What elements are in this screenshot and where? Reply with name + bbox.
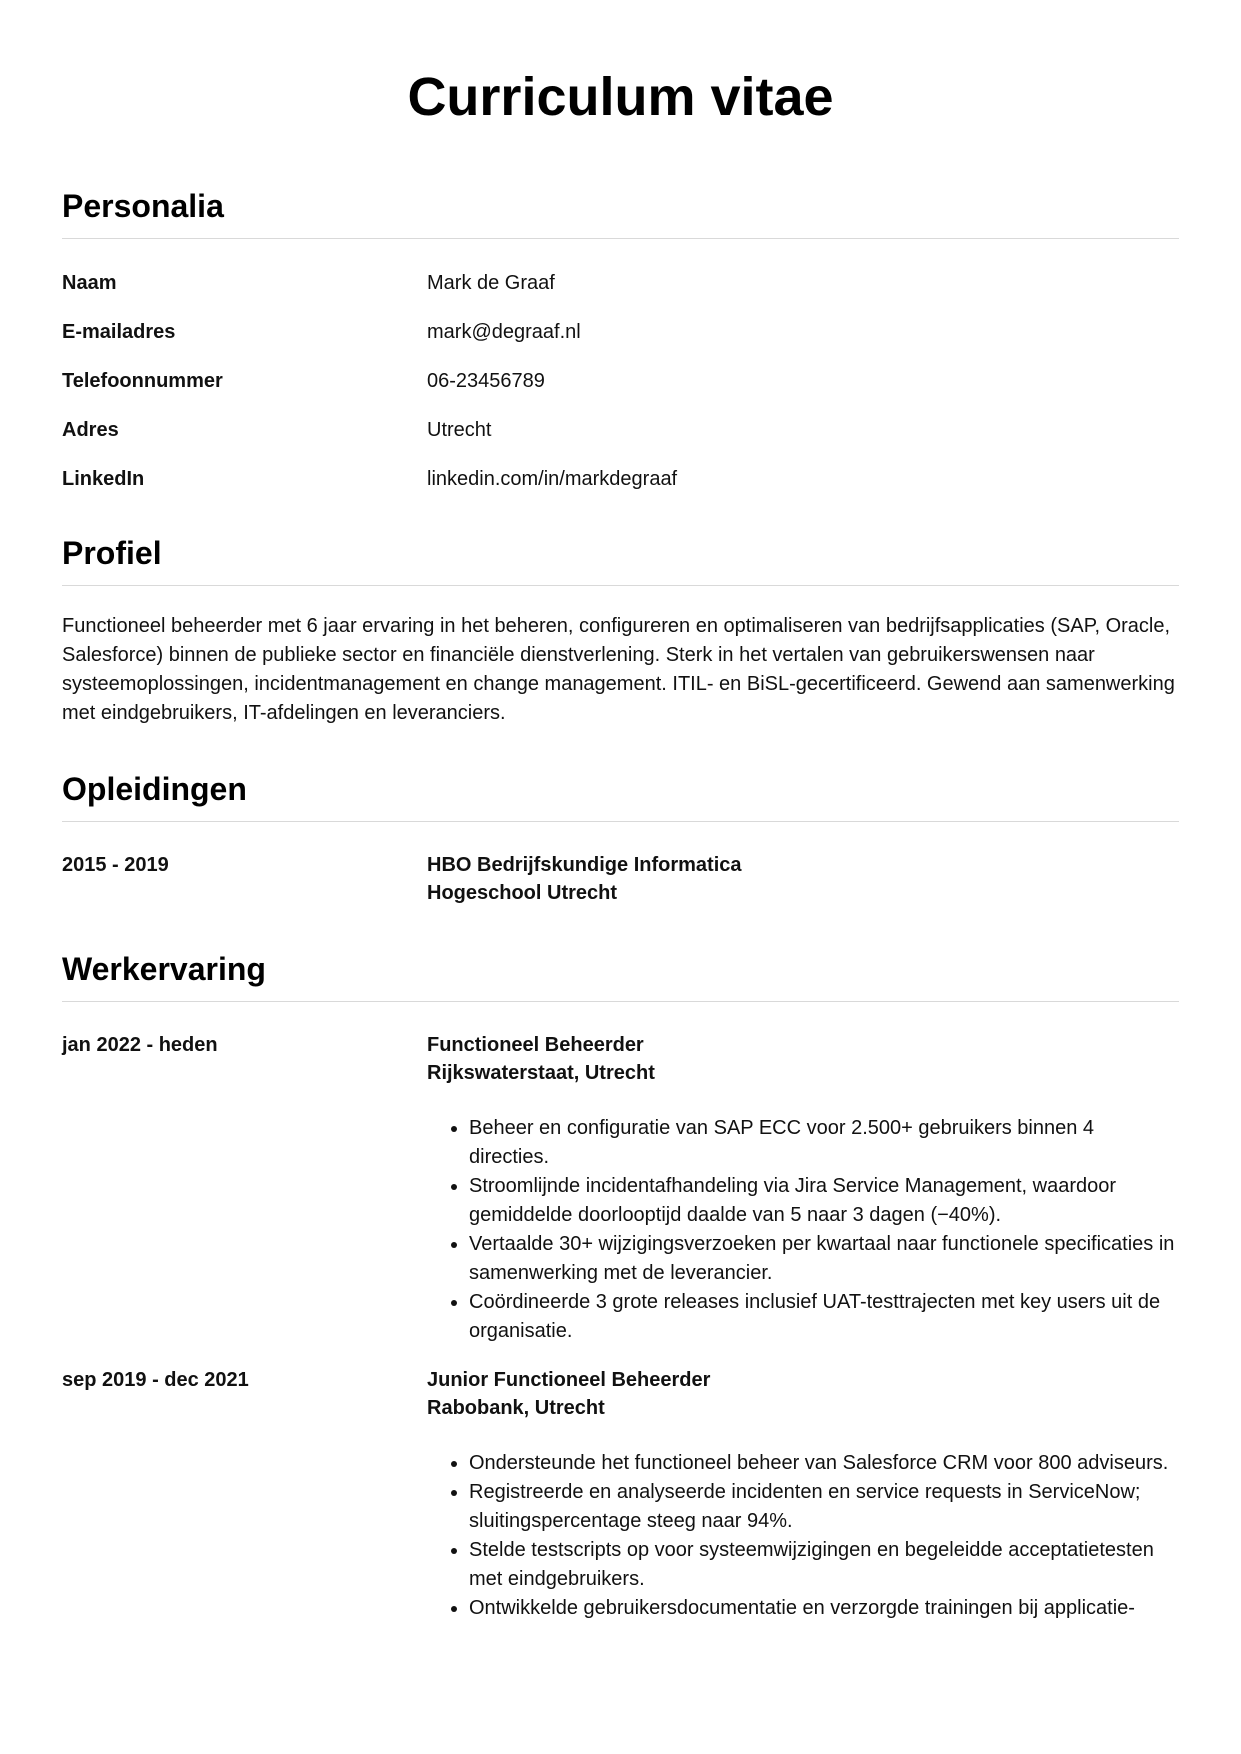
- section-heading-profiel: Profiel: [62, 535, 162, 571]
- field-value: 06-23456789: [427, 370, 545, 392]
- section-divider: [62, 821, 1179, 822]
- education-school: Hogeschool Utrecht: [427, 882, 618, 904]
- section-heading-werkervaring: Werkervaring: [62, 951, 266, 987]
- field-label: LinkedIn: [62, 468, 145, 490]
- work-role: Functioneel Beheerder: [427, 1034, 644, 1056]
- list-item: • Ontwikkelde gebruikersdocumentatie en verzorgde trainingen bij applicatie-: [469, 1594, 1179, 1623]
- section-divider: [62, 585, 1179, 586]
- section-personalia: [62, 186, 1179, 493]
- profile-text: Functioneel beheerder met 6 jaar ervaring in het beheren, configureren en optimaliseren van bedrijfsapplicaties (SAP, Oracle, Salesforce) binnen de publieke sector en financiële dienstverlening. Sterk in het vertalen van gebruikerswensen naar systeemoplossingen, incidentmanagement en change management. ITIL- en BiSL-gecertificeerd. Gewend aan samenwerking met eindgebruikers, IT-afdelingen en leveranciers.: [62, 615, 1175, 724]
- work-company: Rabobank, Utrecht: [427, 1397, 605, 1419]
- work-company: Rijkswaterstaat, Utrecht: [427, 1062, 655, 1084]
- list-item: • Vertaalde 30+ wijzigingsverzoeken per kwartaal naar functionele specificaties in samenwerking met de leverancier.: [469, 1230, 1179, 1288]
- section-werkervaring: [62, 949, 1179, 1623]
- personalia-row-naam: [62, 269, 1179, 297]
- field-value: Utrecht: [427, 419, 492, 441]
- field-label: E-mailadres: [62, 321, 176, 343]
- list-item: • Ondersteunde het functioneel beheer van Salesforce CRM voor 800 adviseurs.: [469, 1449, 1179, 1478]
- work-entry: [62, 1031, 1179, 1346]
- list-item: • Coördineerde 3 grote releases inclusief UAT-testtrajecten met key users uit de organisatie.: [469, 1288, 1179, 1346]
- field-value: linkedin.com/in/markdegraaf: [427, 468, 678, 490]
- personalia-row-linkedin: [62, 465, 1179, 493]
- personalia-row-email: [62, 318, 1179, 346]
- work-details: [427, 1366, 1179, 1623]
- section-divider: [62, 1001, 1179, 1002]
- section-heading-opleidingen: Opleidingen: [62, 771, 247, 807]
- list-item: • Registreerde en analyseerde incidenten en service requests in ServiceNow; sluitingspercentage steeg naar 94%.: [469, 1478, 1179, 1536]
- work-bullets: [427, 1114, 1179, 1346]
- work-period: sep 2019 - dec 2021: [62, 1369, 249, 1391]
- list-item: • Stelde testscripts op voor systeemwijzigingen en begeleidde acceptatietesten met eindgebruikers.: [469, 1536, 1179, 1594]
- work-role: Junior Functioneel Beheerder: [427, 1369, 711, 1391]
- work-bullets: [427, 1449, 1179, 1623]
- work-details: [427, 1031, 1179, 1346]
- work-period: jan 2022 - heden: [62, 1034, 218, 1056]
- list-item: • Stroomlijnde incidentafhandeling via Jira Service Management, waardoor gemiddelde doorlooptijd daalde van 5 naar 3 dagen (−40%).: [469, 1172, 1179, 1230]
- personalia-row-telefoon: [62, 367, 1179, 395]
- work-entry: [62, 1366, 1179, 1623]
- section-opleidingen: [62, 769, 1179, 907]
- list-item: • Beheer en configuratie van SAP ECC voor 2.500+ gebruikers binnen 4 directies.: [469, 1114, 1179, 1172]
- section-divider: [62, 238, 1179, 239]
- education-degree: HBO Bedrijfskundige Informatica: [427, 854, 742, 876]
- education-details: [427, 851, 1179, 907]
- document-title: Curriculum vitae: [407, 67, 834, 127]
- personalia-table: [62, 269, 1179, 493]
- education-entry: [62, 851, 1179, 907]
- section-heading-personalia: Personalia: [62, 188, 224, 224]
- personalia-row-adres: [62, 416, 1179, 444]
- section-profiel: [62, 533, 1179, 728]
- field-value: mark@degraaf.nl: [427, 321, 581, 343]
- education-period: 2015 - 2019: [62, 854, 169, 876]
- field-value: Mark de Graaf: [427, 272, 555, 294]
- field-label: Naam: [62, 272, 117, 294]
- field-label: Adres: [62, 419, 119, 441]
- field-label: Telefoonnummer: [62, 370, 223, 392]
